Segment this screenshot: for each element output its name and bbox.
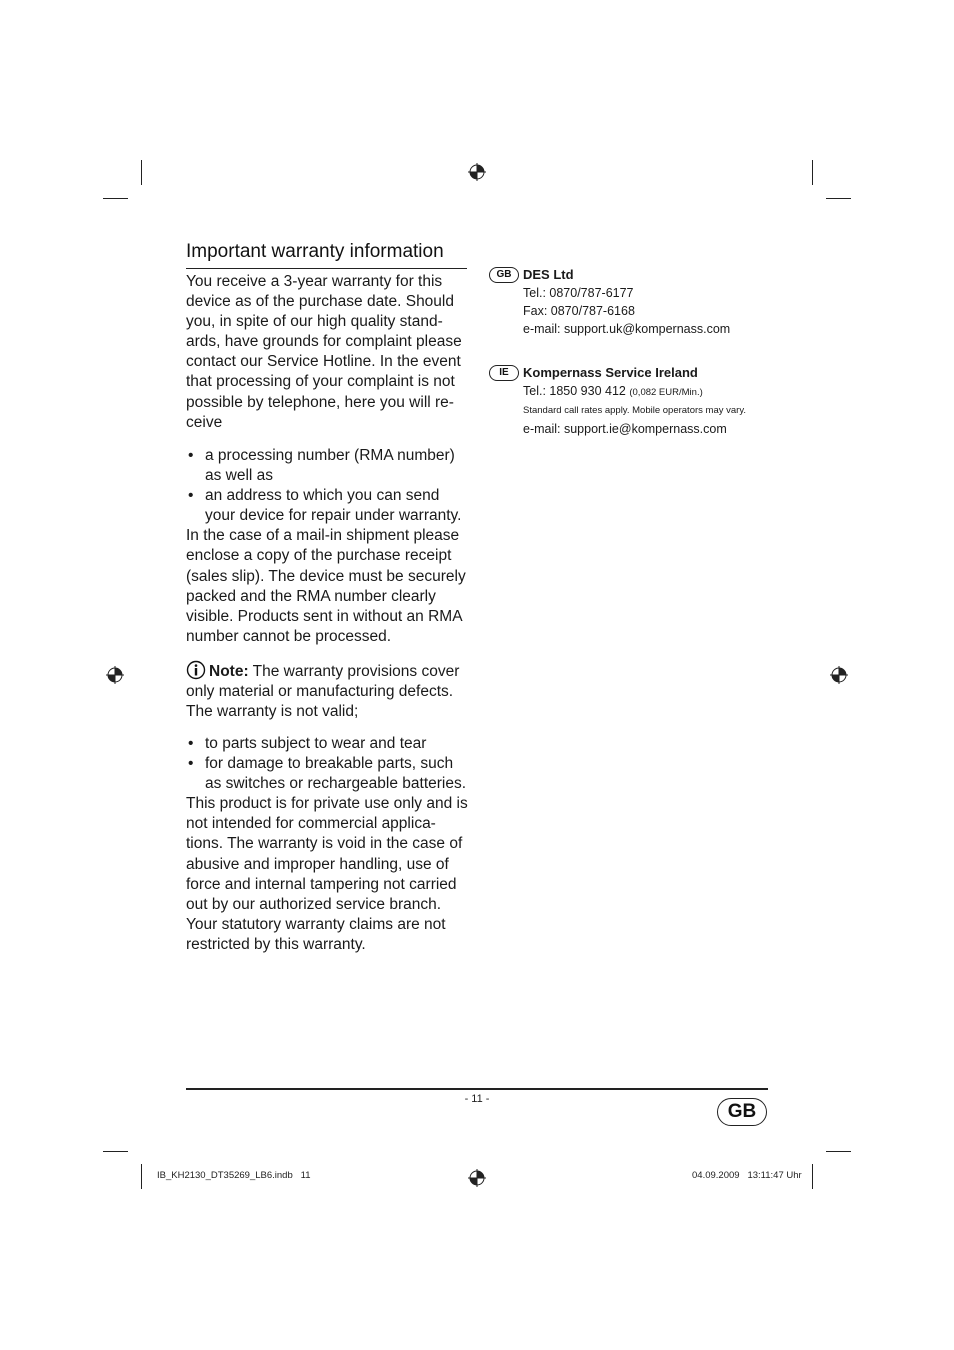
contact-name: Kompernass Service Ireland: [523, 365, 698, 380]
contact-fax: Fax: 0870/787-6168: [523, 304, 635, 318]
crop-mark: [826, 198, 851, 199]
registration-mark-icon: [467, 1168, 487, 1188]
crop-mark: [826, 1151, 851, 1152]
contact-email: e-mail: support.uk@kompernass.com: [523, 322, 731, 336]
list-item: • to parts subject to wear and tear: [186, 734, 470, 754]
note-block: [186, 660, 470, 722]
note-label: Note:: [209, 663, 249, 680]
contact-rate: (0,082 EUR/Min.): [629, 387, 703, 398]
heading-rule: [186, 268, 467, 269]
list-item: • a processing number (RMA number) as well as: [186, 446, 470, 486]
contact-tel-line: [523, 382, 746, 402]
mailin-paragraph: In the case of a mail-in shipment please enclose a copy of the purchase receipt (sales slip). The device must be securely packed and the RMA number clearly visible. Products sent in without an RMA number cannot be processed.: [186, 527, 466, 645]
info-icon: [186, 660, 206, 680]
contact-tel: Tel.: 1850 930 412: [523, 384, 626, 398]
note-text: The warranty provisions cover only material or manufacturing defects. The warranty is not valid;: [186, 663, 460, 721]
registration-mark-icon: [829, 665, 849, 685]
crop-mark: [103, 198, 128, 199]
date-slug: 04.09.2009 13:11:47 Uhr: [692, 1170, 802, 1181]
footer-rule: [186, 1088, 768, 1090]
section-heading: Important warranty information: [186, 241, 444, 262]
crop-mark: [812, 160, 813, 185]
registration-mark-icon: [467, 162, 487, 182]
contact-ie: [523, 364, 746, 438]
crop-mark: [103, 1151, 128, 1152]
contact-name: DES Ltd: [523, 267, 574, 282]
warranty-body: [186, 446, 470, 647]
crop-mark: [141, 160, 142, 185]
list-item: • for damage to breakable parts, such as switches or rechargeable batteries.: [186, 754, 470, 794]
exclusions-block: [186, 734, 470, 955]
country-badge-gb: GB: [489, 267, 519, 283]
file-slug: IB_KH2130_DT35269_LB6.indb 11: [157, 1170, 311, 1181]
intro-paragraph: You receive a 3-year warranty for this device as of the purchase date. Should you, in spite of our high quality stand-ards, have grounds for complaint please contact our Service Hotline. In the event that processing of your complaint is not possible by telephone, here you will re-ceive: [186, 273, 462, 431]
closing-paragraph: This product is for private use only and is not intended for commercial applica-tions. The warranty is void in the case of abusive and improper handling, use of force and internal tampering not carried out by our authorized service branch. Your statutory warranty claims are not restricted by this warranty.: [186, 795, 468, 953]
rma-list: [186, 446, 470, 526]
exclusions-list: [186, 734, 470, 794]
warranty-intro: [186, 272, 470, 433]
note-paragraph: [186, 660, 470, 722]
contact-rate-note: Standard call rates apply. Mobile operators may vary.: [523, 405, 746, 416]
crop-mark: [812, 1164, 813, 1189]
contact-email: e-mail: support.ie@kompernass.com: [523, 422, 727, 436]
contact-gb: [523, 266, 730, 338]
page-number: - 11 -: [464, 1093, 490, 1105]
contact-tel: Tel.: 0870/787-6177: [523, 286, 634, 300]
registration-mark-icon: [105, 665, 125, 685]
country-badge-ie: IE: [489, 365, 519, 381]
language-badge: GB: [717, 1098, 767, 1126]
list-item: • an address to which you can send your device for repair under warranty.: [186, 486, 470, 526]
crop-mark: [141, 1164, 142, 1189]
